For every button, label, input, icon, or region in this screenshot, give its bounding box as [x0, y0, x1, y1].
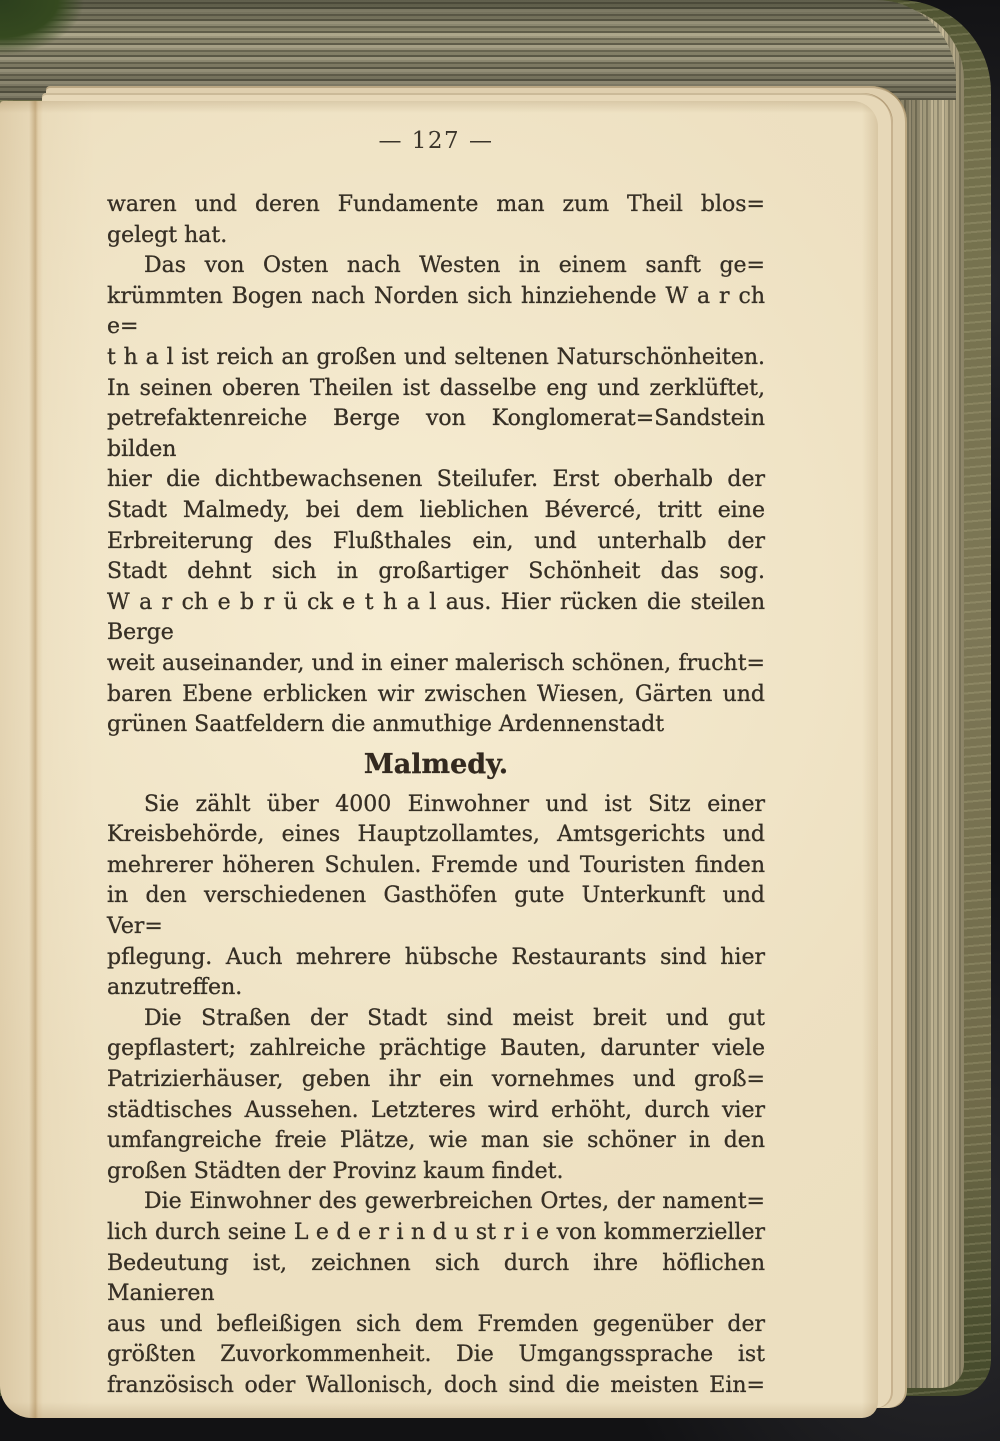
text-line: Das von Osten nach Westen in einem sanft ge= — [144, 253, 765, 279]
paragraphs-after-heading — [107, 790, 765, 1402]
text-line: großen Städten der Provinz kaum findet. — [107, 1158, 564, 1184]
text-line: Sie zählt über 4000 Einwohner und ist Sitz einer — [144, 791, 765, 817]
text-line: größten Zuvorkommenheit. Die Umgangssprache ist — [107, 1342, 765, 1368]
text-line: hier die dichtbewachsenen Steilufer. Erst oberhalb der — [107, 467, 765, 493]
text-line: W a r ch e b r ü ck e t h a l aus. Hier rücken die steilen Berge — [107, 589, 765, 646]
text-line: städtisches Aussehen. Letzteres wird erhöht, durch vier — [107, 1097, 765, 1123]
text-line: aus und befleißigen sich dem Fremden gegenüber der — [107, 1311, 765, 1337]
text-line: französisch oder Wallonisch, doch sind die meisten Ein= — [107, 1372, 765, 1398]
paragraph — [107, 251, 765, 741]
text-line: krümmten Bogen nach Norden sich hinziehende W a r ch e= — [107, 283, 765, 340]
text-line: grünen Saatfeldern die anmuthige Ardennenstadt — [107, 712, 665, 738]
text-line: petrefaktenreiche Berge von Konglomerat=Sandstein bilden — [107, 406, 765, 462]
text-line: Die Straßen der Stadt sind meist breit und gut — [144, 1005, 765, 1031]
text-line: anzutreffen. — [107, 975, 243, 1001]
paragraph — [107, 1187, 765, 1401]
page-number: — 127 — — [378, 128, 494, 154]
text-line: Erbreiterung des Flußthales ein, und unterhalb der — [107, 528, 765, 554]
text-line: Bedeutung ist, zeichnen sich durch ihre höflichen Manieren — [107, 1250, 765, 1307]
text-line: weit auseinander, und in einer malerisch schönen, frucht= — [107, 650, 765, 676]
text-line: in den verschiedenen Gasthöfen gute Unterkunft und Ver= — [107, 883, 765, 940]
section-heading: Malmedy. — [363, 748, 509, 780]
gutter-crease — [29, 101, 43, 1418]
paragraph — [107, 790, 765, 1004]
text-line: lich durch seine L e d e r i n d u st r i e von kommerzieller — [107, 1220, 765, 1245]
text-line: baren Ebene erblicken wir zwischen Wiesen, Gärten und — [107, 681, 765, 707]
paragraphs-before-heading — [107, 190, 765, 741]
text-line: Patrizierhäuser, geben ihr ein vornehmes und groß= — [107, 1067, 765, 1093]
paragraph — [107, 190, 765, 251]
text-line: umfangreiche freie Plätze, wie man sie schöner in den — [107, 1128, 765, 1154]
book-cover-corner — [0, 0, 110, 60]
text-line: gepflastert; zahlreiche prächtige Bauten, darunter viele — [107, 1036, 765, 1062]
text-line: In seinen oberen Theilen ist dasselbe eng und zerklüftet, — [107, 375, 765, 401]
text-line: Kreisbehörde, eines Hauptzollamtes, Amtsgerichts und — [107, 822, 765, 848]
text-line: Stadt Malmedy, bei dem lieblichen Bévercé, tritt eine — [107, 497, 765, 523]
page-stack-top-edge — [0, 0, 956, 100]
book-page — [0, 101, 878, 1418]
text-line: gelegt hat. — [107, 222, 228, 248]
text-line: waren und deren Fundamente man zum Theil blos= — [107, 192, 765, 217]
text-line: Die Einwohner des gewerbreichen Ortes, der nament= — [144, 1189, 765, 1215]
text-line: pflegung. Auch mehrere hübsche Restaurants sind hier — [107, 944, 765, 970]
text-line: t h a l ist reich an großen und seltenen Naturschönheiten. — [107, 344, 765, 370]
text-line: Stadt dehnt sich in großartiger Schönheit das sog. — [107, 559, 765, 585]
paragraph — [107, 1004, 765, 1188]
text-block — [107, 190, 765, 1402]
text-line: mehrerer höheren Schulen. Fremde und Touristen finden — [107, 852, 765, 878]
